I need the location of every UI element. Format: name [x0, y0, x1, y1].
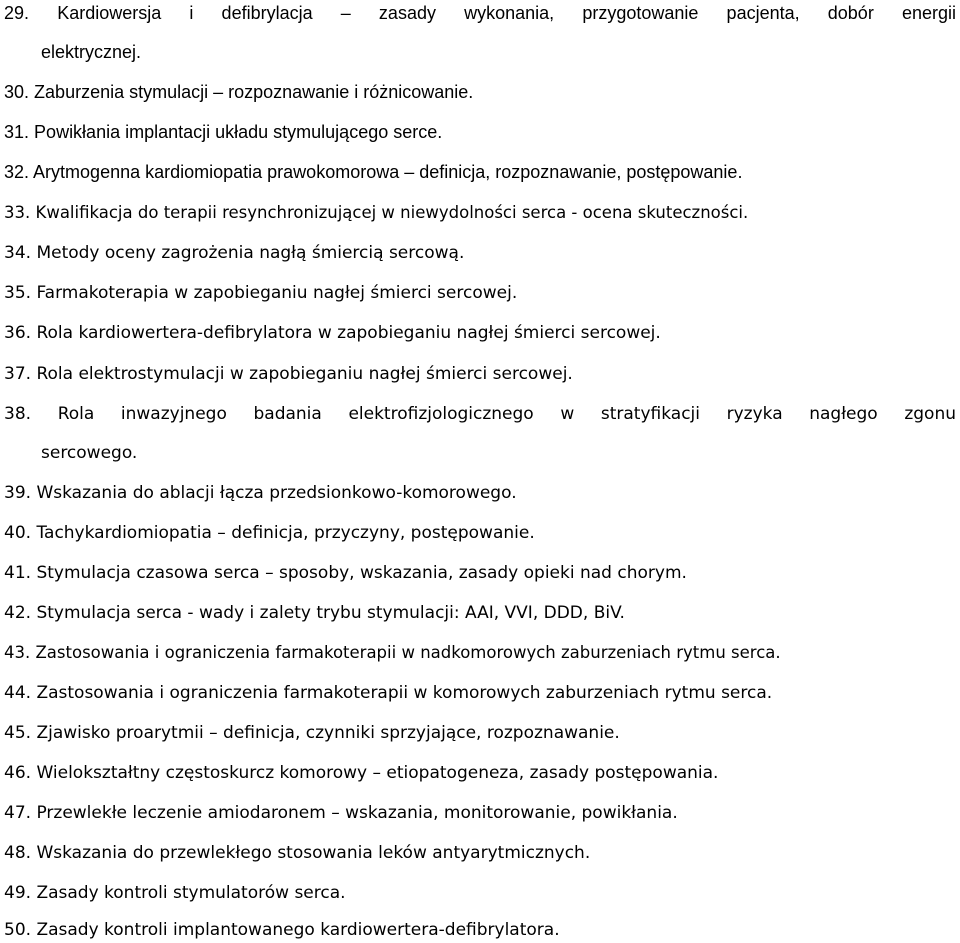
item-text: Zaburzenia stymulacji – rozpoznawanie i różnicowanie.: [34, 82, 474, 102]
list-item: [4, 920, 956, 940]
item-number: 46.: [4, 763, 32, 783]
item-continuation: sercowego.: [41, 443, 138, 463]
item-number: 34.: [4, 243, 32, 263]
item-text: Stymulacja czasowa serca – sposoby, wskazania, zasady opieki nad chorym.: [36, 563, 687, 583]
item-number: 31.: [4, 122, 30, 142]
list-item: [4, 603, 956, 623]
item-text: Zastosowania i ograniczenia farmakoterapii w komorowych zaburzeniach rytmu serca.: [36, 683, 773, 703]
item-text: Farmakoterapia w zapobieganiu nagłej śmierci sercowej.: [36, 283, 518, 303]
item-number: 44.: [4, 683, 32, 703]
item-text: Zjawisko proarytmii – definicja, czynniki sprzyjające, rozpoznawanie.: [36, 723, 620, 743]
item-number: 32.: [4, 162, 30, 182]
item-number: 47.: [4, 803, 32, 823]
item-text: Rola elektrostymulacji w zapobieganiu nagłej śmierci sercowej.: [36, 364, 573, 384]
item-text: Kwalifikacja do terapii resynchronizującej w niewydolności serca - ocena skuteczności.: [35, 203, 749, 222]
item-text: Wielokształtny częstoskurcz komorowy – etiopatogeneza, zasady postępowania.: [36, 763, 719, 783]
item-text: Rola inwazyjnego badania elektrofizjologicznego w stratyfikacji ryzyka nagłego zgonu: [57, 404, 957, 424]
item-number: 45.: [4, 723, 32, 743]
item-number: 36.: [4, 323, 32, 343]
item-number: 48.: [4, 843, 32, 863]
item-text: Wskazania do ablacji łącza przedsionkowo-komorowego.: [36, 483, 517, 503]
item-number: 38.: [4, 404, 32, 424]
item-text: Zasady kontroli stymulatorów serca.: [36, 883, 346, 903]
list-item: [4, 122, 956, 142]
list-item: [4, 82, 956, 102]
list-item: [4, 563, 956, 583]
list-item: [4, 162, 956, 182]
list-item: [4, 683, 956, 703]
item-text: Stymulacja serca - wady i zalety trybu stymulacji: AAI, VVI, DDD, BiV.: [36, 603, 625, 623]
list-item: [4, 523, 956, 543]
list-item: [4, 243, 956, 263]
item-number: 29.: [4, 3, 30, 23]
item-text: Zasady kontroli implantowanego kardiowertera-defibrylatora.: [36, 920, 560, 940]
item-number: 43.: [4, 643, 31, 662]
list-item: [4, 203, 956, 223]
item-number: 37.: [4, 364, 32, 384]
item-text: Wskazania do przewlekłego stosowania leków antyarytmicznych.: [36, 843, 591, 863]
list-item: [4, 283, 956, 303]
item-text: Zastosowania i ograniczenia farmakoterapii w nadkomorowych zaburzeniach rytmu serca.: [35, 643, 781, 662]
item-number: 33.: [4, 203, 31, 222]
item-number: 49.: [4, 883, 32, 903]
item-text: Kardiowersja i defibrylacja – zasady wykonania, przygotowanie pacjenta, dobór energii: [57, 3, 956, 23]
item-number: 41.: [4, 563, 32, 583]
list-item: [4, 763, 956, 783]
list-item: [4, 803, 956, 823]
item-text: Tachykardiomiopatia – definicja, przyczyny, postępowanie.: [36, 523, 535, 543]
item-text: Metody oceny zagrożenia nagłą śmiercią sercową.: [36, 243, 465, 263]
list-item: [4, 3, 956, 23]
list-item: [4, 643, 956, 663]
list-item: [4, 883, 956, 903]
item-text: Przewlekłe leczenie amiodaronem – wskazania, monitorowanie, powikłania.: [36, 803, 678, 823]
item-number: 40.: [4, 523, 32, 543]
list-item: [4, 483, 956, 503]
list-item: [4, 723, 956, 743]
list-item: [4, 404, 956, 424]
item-number: 39.: [4, 483, 32, 503]
item-text: Arytmogenna kardiomiopatia prawokomorowa – definicja, rozpoznawanie, postępowanie.: [33, 162, 743, 182]
item-number: 42.: [4, 603, 32, 623]
item-number: 30.: [4, 82, 30, 102]
list-item: [4, 843, 956, 863]
list-item: [4, 364, 956, 384]
item-text: Powikłania implantacji układu stymulującego serce.: [34, 122, 443, 142]
item-number: 50.: [4, 920, 32, 940]
item-text: Rola kardiowertera-defibrylatora w zapobieganiu nagłej śmierci sercowej.: [36, 323, 661, 343]
item-continuation: elektrycznej.: [41, 42, 142, 62]
item-number: 35.: [4, 283, 32, 303]
list-item: [4, 323, 956, 343]
